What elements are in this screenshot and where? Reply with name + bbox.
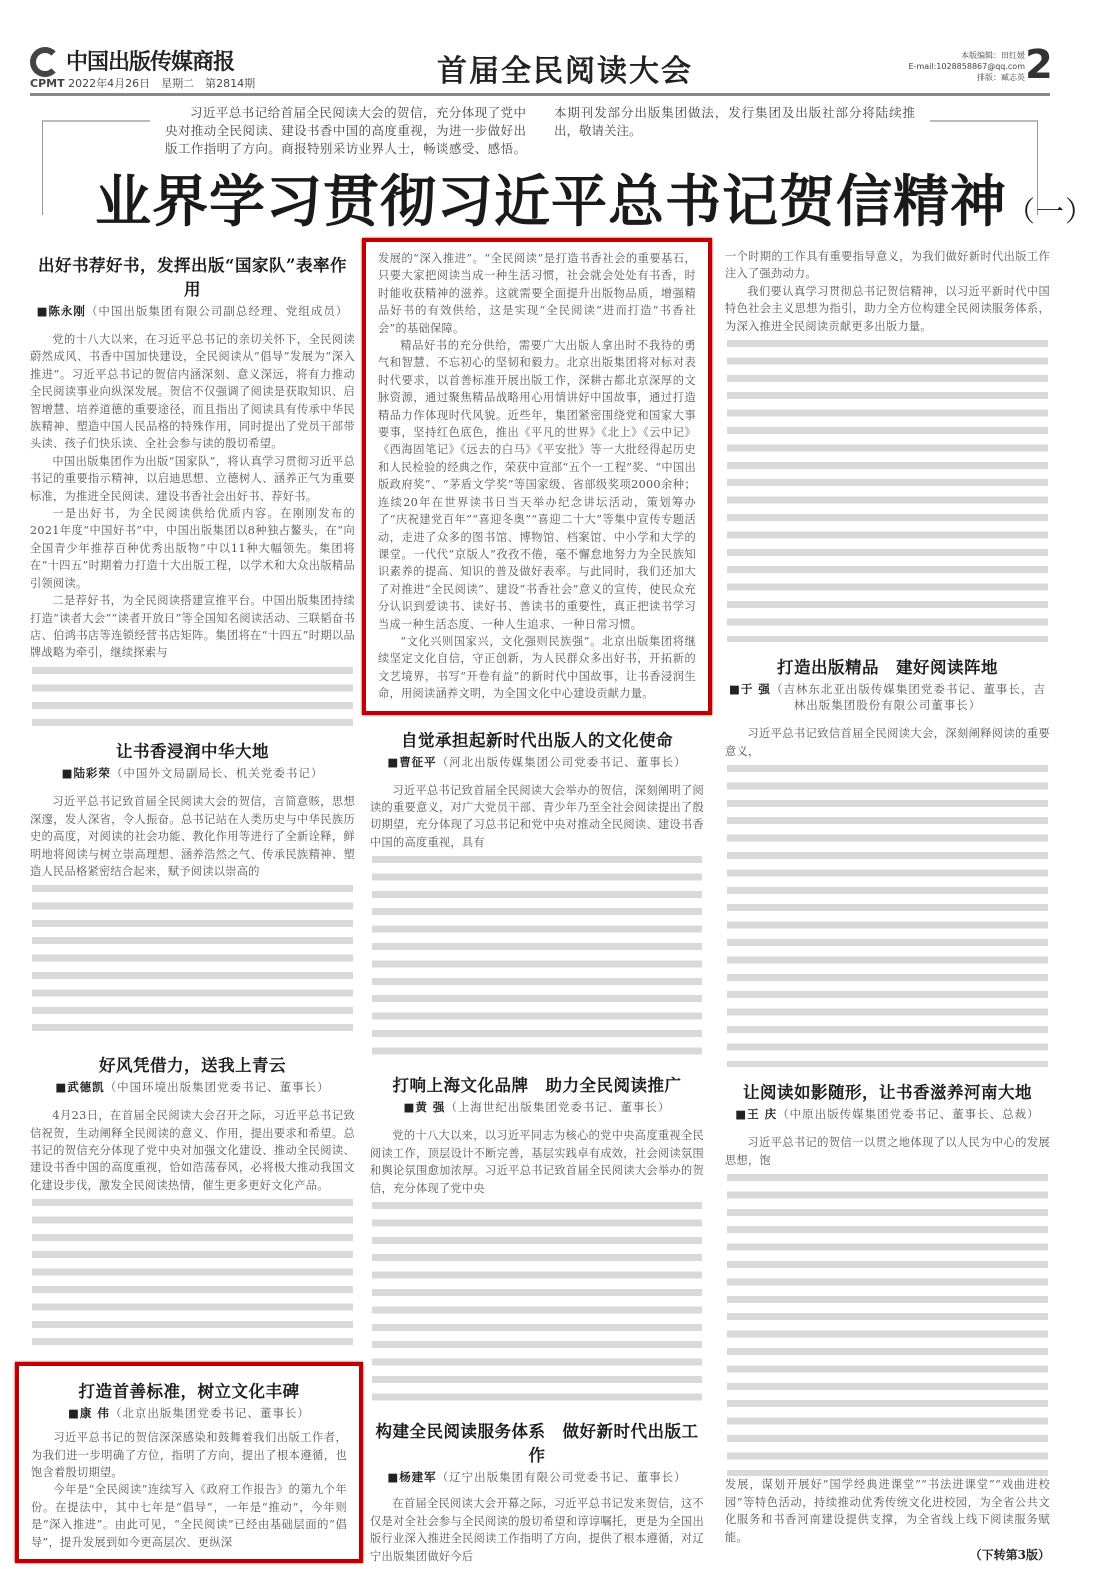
editor-intro: 习近平总书记给首届全民阅读大会的贺信，充分体现了党中央对推动全民阅读、建设书香中国的高度重视，为进一步做好出版工作指明了方向。商报特别采访业界人士，畅谈感受、感悟。本期刊发部分出版集团做法，发行集团及出版社部分将陆续推出，敬请关注。 <box>165 105 915 156</box>
article-byline: ■ 杨建军（辽宁出版集团有限公司党委书记、董事长） <box>370 1469 704 1485</box>
article-byline: ■ 康 伟（北京出版集团党委书记、董事长） <box>31 1405 347 1421</box>
paragraph: 习近平总书记致首届全民阅读大会举办的贺信，深刻阐明了阅读的重要意义，对广大党员干部、青少年乃至全社会阅读提出了殷切期望，充分体现了习总书记和党中央对推动全民阅读、建设书香中国的高度重视，具有 <box>370 783 704 849</box>
paragraph: 习近平总书记的贺信深深感染和鼓舞着我们出版工作者，为我们进一步明确了方位，指明了方向，提出了根本遵循，也饱含着殷切期望。 <box>31 1431 347 1479</box>
article-6 <box>362 1068 712 1406</box>
article-4 <box>31 1374 347 1551</box>
paragraph: 中国出版集团作为出版“国家队”，将认真学习贯彻习近平总书记的重要指示精神，以启迪思想、立德树人、涵养正气为重要标准，为推进全民阅读、建设书香社会出好书、荐好书。 <box>30 454 355 503</box>
body-text-continued <box>727 335 1048 642</box>
editor-info: 本版编辑：田红媛 E-mail:1028858867@qq.com 排版：臧志英 <box>908 51 1025 82</box>
paragraph: 今年是“全民阅读”连续写入《政府工作报告》的第九个年份。在提法中，其中七年是“倡导”，一年是“推动”，今年则是“深入推进”。由此可见，“全民阅读”已经由基础层面的“倡导”，提升发展到如今更高层次、更纵深 <box>31 1483 347 1549</box>
article-byline: ■ 于 强（吉林东北亚出版传媒集团党委书记、董事长，吉林出版集团股份有限公司董事长） <box>725 681 1050 713</box>
article-3 <box>30 1048 355 1354</box>
paragraph: 党的十八大以来，以习近平同志为核心的党中央高度重视全民阅读工作，顶层设计不断完善，基层实践卓有成效，社会阅读氛围和舆论氛围愈加浓厚。习近平总书记致首届全民阅读大会举办的贺信，充分体现了党中央 <box>370 1129 704 1195</box>
article-title: 让阅读如影随形，让书香滋养河南大地 <box>743 1083 1032 1103</box>
article-title: 让书香浸润中华大地 <box>116 742 269 762</box>
paragraph: “文化兴则国家兴，文化强则民族强”。北京出版集团将继续坚定文化自信，守正创新，为人民群众多出好书，开拓新的文艺境界，书写“开卷有益”的新时代中国故事，让书香浸润生命，用阅读涵养文明，为全国文化中心建设贡献力量。 <box>378 634 696 701</box>
article-byline: ■ 黄 强（上海世纪出版集团党委书记、董事长） <box>370 1099 704 1115</box>
page-number: 2 <box>1025 42 1053 88</box>
article-title: 构建全民阅读服务体系 做好新时代出版工作 <box>375 1422 699 1466</box>
article-4-continued <box>378 250 696 703</box>
page-headline: 业界学习贯彻习近平总书记贺信精神（一） <box>95 170 1094 235</box>
section-title: 首届全民阅读大会 <box>437 54 693 89</box>
paragraph: 一是出好书，为全民阅读供给优质内容。在刚刚发布的2021年度“中国好书”中，中国出版集团以8种独占鳌头，在“向全国青少年推荐百种优秀出版物”中以11种大幅领先。集团将在“十四五”时期着力打造十大出版工程，以学术和大众出版精品引领阅读。 <box>30 507 355 590</box>
body-text-continued <box>32 880 353 1040</box>
paragraph: 4月23日，在首届全民阅读大会召开之际，习近平总书记致信祝贺，生动阐释全民阅读的意义、作用，提出要求和希望。总书记的贺信充分体现了党中央对加强文化建设、推动全民阅读、建设书香中国的高度重视，恰如浩荡春风，必将极大推动我国文化建设步伐，激发全民阅读热情，催生更多更好文化产品。 <box>30 1109 355 1192</box>
paragraph: 习近平总书记致首届全民阅读大会的贺信，言简意赅，思想深邃，发人深省，令人振奋。总书记站在人类历史与中华民族历史的高度，对阅读的社会功能、教化作用等进行了全新诠释，鲜明地将阅读与树立崇高理想、涵养浩然之气、传承民族精神、塑造人民品格紧密结合起来，赋予阅读以崇高的 <box>30 795 355 878</box>
article-title: 自觉承担起新时代出版人的文化使命 <box>401 730 673 750</box>
article-8 <box>725 650 1050 1067</box>
column-3 <box>725 248 1050 1563</box>
article-title: 出好书荐好书，发挥出版“国家队”表率作用 <box>38 256 347 299</box>
highlight-box <box>15 1362 363 1563</box>
logo-mark-icon <box>30 47 60 77</box>
paragraph: 发展的“深入推进”。“全民阅读”是打造书香社会的重要基石，只要大家把阅读当成一种生活习惯，社会就会处处有书香，时时能收获精神的滋养。这就需要全面提升出版物品质，增强精品好书的有效供给，这是实现“全民阅读”进而打造“书香社会”的基础保障。 <box>378 252 696 335</box>
article-2 <box>30 734 355 1040</box>
article-byline: ■ 曹征平（河北出版传媒集团公司党委书记、董事长） <box>370 754 704 770</box>
body-text-continued <box>372 851 702 1060</box>
article-5 <box>362 723 712 1061</box>
paragraph: 二是荐好书，为全民阅读搭建宣推平台。中国出版集团持续打造“读者大会”“读者开放日”等全国知名阅读活动、三联韬奋书店、伯鸿书店等连锁经营书店矩阵。集团将在“十四五”时期以品牌战略为牵引，继续探索与 <box>30 594 355 660</box>
body-text-continued <box>727 1169 1048 1476</box>
issue-date: CPMT 2022年4月26日 星期二 第2814期 <box>30 77 256 90</box>
article-7-continued <box>725 248 1050 642</box>
column-2 <box>362 238 712 1565</box>
column-1 <box>30 248 355 1563</box>
body-text-continued <box>372 1197 702 1406</box>
body-text-continued <box>32 662 353 727</box>
paragraph: 一个时期的工作具有重要指导意义，为我们做好新时代出版工作注入了强劲动力。 <box>725 250 1050 281</box>
paragraph: 发展，谋划开展好“国学经典进课堂”“书法进课堂”“戏曲进校园”等特色活动，持续推动优秀传统文化进校园，为全省公共文化服务和书香河南建设提供支撑，为全省线上线下阅读服务赋能。 <box>725 1478 1050 1544</box>
article-title: 打造出版精品 建好阅读阵地 <box>777 658 998 678</box>
article-byline: ■ 陈永刚（中国出版集团有限公司副总经理、党组成员） <box>30 303 355 319</box>
article-byline: ■ 陆彩荣（中国外文局副局长、机关党委书记） <box>30 765 355 781</box>
article-title: 打响上海文化品牌 助力全民阅读推广 <box>392 1076 682 1096</box>
paragraph: 在首届全民阅读大会开幕之际，习近平总书记发来贺信，这不仅是对全社会参与全民阅读的殷切希望和谆谆嘱托，更是为全国出版行业深入推进全民阅读工作指明了方向，提供了根本遵循，对辽宁出版集团做好今后 <box>370 1497 704 1563</box>
paragraph: 习近平总书记的贺信一以贯之地体现了以人民为中心的发展思想，饱 <box>725 1136 1050 1167</box>
body-text-continued <box>727 760 1048 1067</box>
header-divider <box>30 93 1050 96</box>
article-1 <box>30 248 355 726</box>
article-byline: ■ 王 庆（中原出版传媒集团党委书记、董事长、总裁） <box>725 1106 1050 1122</box>
body-text-continued <box>32 1194 353 1354</box>
highlight-box <box>362 238 712 715</box>
newspaper-logo <box>30 45 256 91</box>
newspaper-name: 中国出版传媒商报 <box>66 50 235 75</box>
article-title: 打造首善标准，树立文化丰碑 <box>78 1382 300 1402</box>
paragraph: 党的十八大以来，在习近平总书记的亲切关怀下，全民阅读蔚然成风、书香中国加快建设，全民阅读从“倡导”发展为“深入推进”。习近平总书记的贺信内涵深刻、意义深远，将有力推动全民阅读事业向纵深发展。贺信不仅强调了阅读是获取知识、启智增慧、培养道德的重要途径，而且指出了阅读具有传承中华民族精神、塑造中国人民品格的特殊作用，同时提出了党员干部带头读、孩子们快乐读、全社会参与读的殷切希望。 <box>30 333 355 451</box>
paragraph: 精品好书的充分供给，需要广大出版人拿出时不我待的勇气和智慧、不忘初心的坚韧和毅力。北京出版集团将对标对表时代要求，以首善标准开展出版工作，深耕古都北京深厚的文脉资源，通过聚焦精品战略用心用情讲好中国故事，通过打造精品力作体现时代风貌。近些年，集团紧密围绕党和国家大事要事，坚持红色底色，推出《平凡的世界》《北上》《云中记》《西海固笔记》《远去的白马》《平安批》等一大批经得起历史和人民检验的经典之作，荣获中宣部“五个一工程”奖、“中国出版政府奖”、“茅盾文学奖”等国家级、省部级奖项2000余种；连续20年在世界读书日当天举办纪念讲坛活动，策划筹办了“庆祝建党百年”“喜迎冬奥”“喜迎二十大”等集中宣传专题活动，走进了众多的图书馆、博物馆、档案馆、中小学和大学的课堂。一代代“京版人”孜孜不倦，毫不懈怠地努力为全民族知识素养的提高、知识的普及做好表率。与此同时，我们还加大了对推进“全民阅读”、建设“书香社会”意义的宣传，使民众充分认识到爱读书、读好书、善读书的重要性，真正把读书学习当成一种生活态度、一种人生追求、一种日常习惯。 <box>378 339 696 631</box>
paragraph: 我们要认真学习贯彻总书记贺信精神，以习近平新时代中国特色社会主义思想为指引，助力全方位构建全民阅读服务体系，为深入推进全民阅读贡献更多出版力量。 <box>725 284 1050 333</box>
article-7 <box>362 1414 712 1565</box>
paragraph: 习近平总书记致信首届全民阅读大会，深刻阐释阅读的重要意义， <box>725 727 1050 758</box>
continued-on-page-3[interactable]: （下转第3版） <box>969 1547 1050 1562</box>
article-byline: ■ 武德凯（中国环境出版集团党委书记、董事长） <box>30 1079 355 1095</box>
article-title: 好风凭借力，送我上青云 <box>99 1056 286 1076</box>
article-9 <box>725 1075 1050 1563</box>
